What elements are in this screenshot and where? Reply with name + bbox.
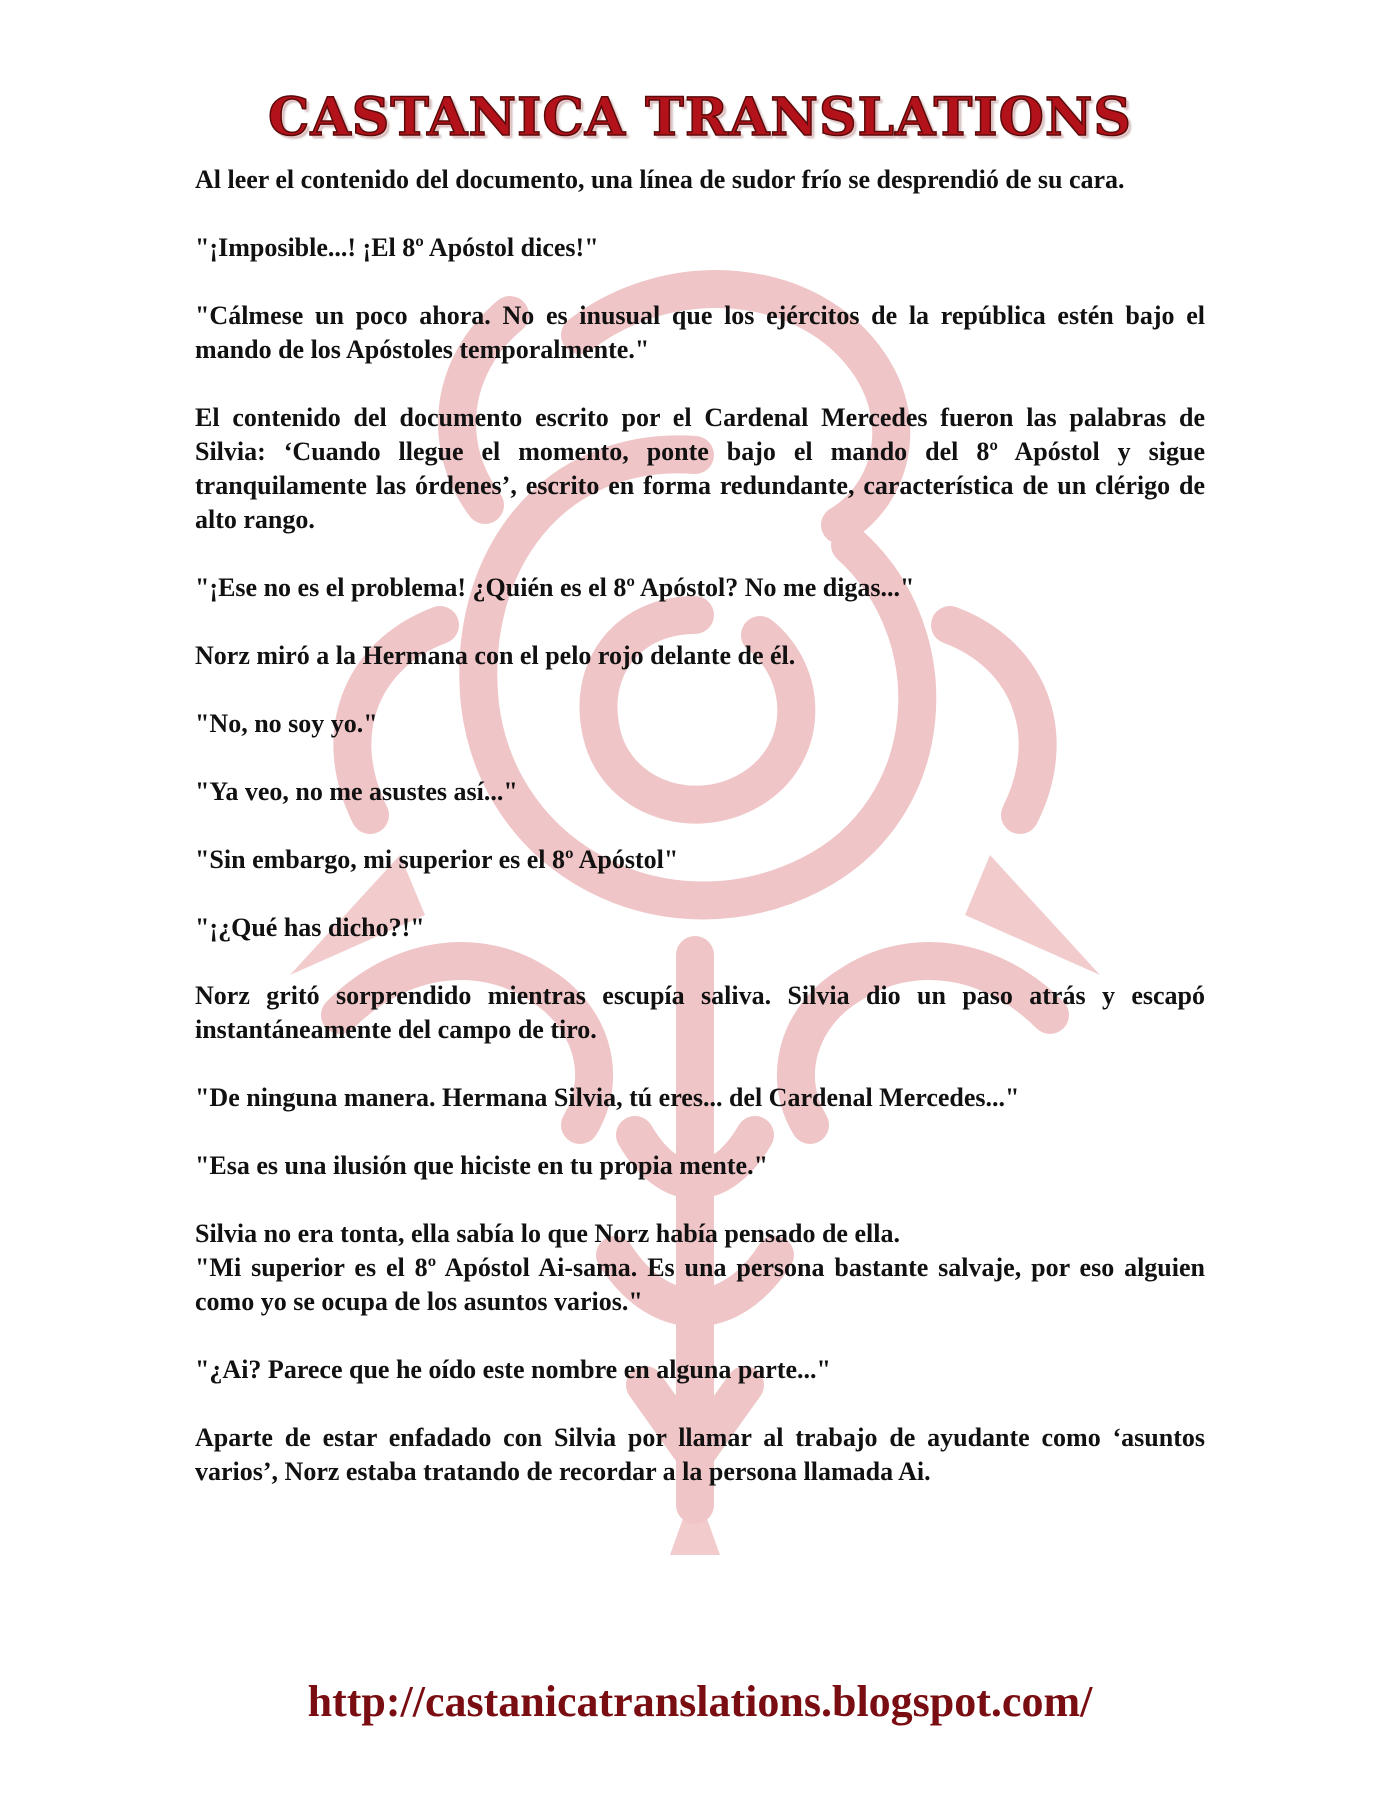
paragraph: "Esa es una ilusión que hiciste en tu propia mente." bbox=[195, 1151, 769, 1180]
paragraph: Aparte de estar enfadado con Silvia por llamar al trabajo de ayudante como ‘asuntos varios’, Norz estaba tratando de recordar a la persona llamada Ai. bbox=[195, 1423, 1205, 1486]
paragraph: "¡Ese no es el problema! ¿Quién es el 8º Apóstol? No me digas..." bbox=[195, 573, 915, 602]
paragraph: Al leer el contenido del documento, una línea de sudor frío se desprendió de su cara. bbox=[195, 165, 1125, 194]
document-body bbox=[195, 163, 1205, 1523]
paragraph: "Ya veo, no me asustes así..." bbox=[195, 777, 518, 806]
site-title: CASTANICA TRANSLATIONS bbox=[268, 87, 1132, 148]
paragraph: "¡¿Qué has dicho?!" bbox=[195, 913, 425, 942]
paragraph: "No, no soy yo." bbox=[195, 709, 378, 738]
paragraph: "Mi superior es el 8º Apóstol Ai-sama. Es una persona bastante salvaje, por eso alguien como yo se ocupa de los asuntos varios." bbox=[195, 1253, 1205, 1316]
paragraph: Silvia no era tonta, ella sabía lo que Norz había pensado de ella. bbox=[195, 1219, 900, 1248]
paragraph: Norz miró a la Hermana con el pelo rojo delante de él. bbox=[195, 641, 796, 670]
paragraph: Norz gritó sorprendido mientras escupía saliva. Silvia dio un paso atrás y escapó instantáneamente del campo de tiro. bbox=[195, 981, 1205, 1044]
paragraph: "Cálmese un poco ahora. No es inusual que los ejércitos de la república estén bajo el mando de los Apóstoles temporalmente." bbox=[195, 301, 1205, 364]
paragraph: "De ninguna manera. Hermana Silvia, tú eres... del Cardenal Mercedes..." bbox=[195, 1083, 1020, 1112]
paragraph: "¿Ai? Parece que he oído este nombre en alguna parte..." bbox=[195, 1355, 831, 1384]
blog-url-link[interactable]: http://castanicatranslations.blogspot.com/ bbox=[307, 1677, 1093, 1726]
paragraph: El contenido del documento escrito por el Cardenal Mercedes fueron las palabras de Silvia: ‘Cuando llegue el momento, ponte bajo el mando del 8º Apóstol y sigue tranquilamente las órdenes’, escrito en forma redundante, característica de un clérigo de alto rango. bbox=[195, 403, 1205, 534]
paragraph: "¡Imposible...! ¡El 8º Apóstol dices!" bbox=[195, 233, 599, 262]
paragraph: "Sin embargo, mi superior es el 8º Apóstol" bbox=[195, 845, 679, 874]
